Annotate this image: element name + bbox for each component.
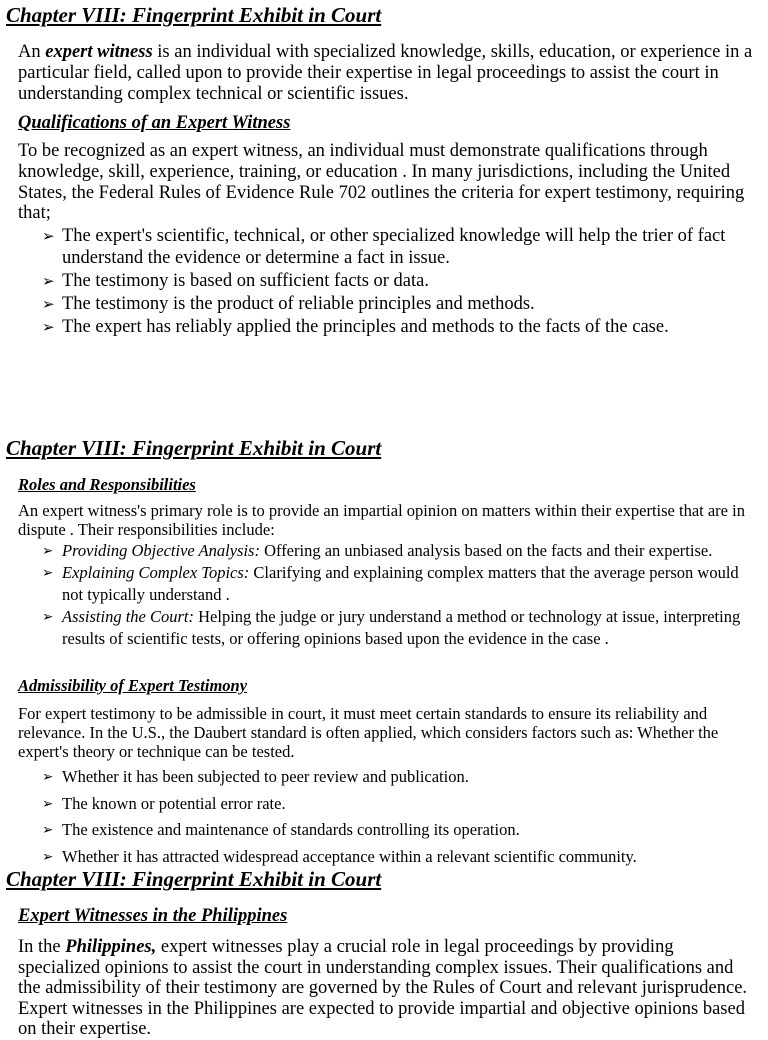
daubert-factors-list — [0, 766, 768, 872]
list-item — [0, 606, 768, 650]
list-item-text: The expert has reliably applied the principles and methods to the facts of the case. — [62, 316, 669, 337]
responsibility-text: Helping the judge or jury understand a method or technology at issue, interpreting results of scientific tests, or offering opinions based upon the evidence in the case . — [62, 607, 741, 648]
arrowhead-bullet-icon: ➢ — [42, 271, 55, 290]
list-item — [0, 540, 768, 562]
definition-body: is an individual with specialized knowledge, skills, education, or experience in a particular field, called upon to provide their expertise in legal proceedings to assist the court in understanding complex technical or scientific issues. — [18, 42, 753, 104]
list-item-text: The testimony is based on sufficient facts or data. — [62, 270, 429, 291]
list-item — [0, 294, 768, 316]
list-item-text: The expert's scientific, technical, or other specialized knowledge will help the trier of fact understand the evidence or determine a fact in issue. — [62, 226, 726, 268]
responsibility-text: Clarifying and explaining complex matters that the average person would not typically understand . — [62, 563, 739, 604]
chapter-title: Chapter VIII: Fingerprint Exhibit in Court — [6, 3, 382, 27]
list-item-text: Whether it has attracted widespread acceptance within a relevant scientific community. — [62, 846, 637, 866]
responsibilities-list — [0, 540, 768, 650]
responsibility-lead: Providing Objective Analysis: — [62, 541, 260, 560]
rule-702-criteria-list — [0, 226, 768, 340]
subheading-admissibility: Admissibility of Expert Testimony — [18, 676, 248, 695]
list-item-text: The existence and maintenance of standards controlling its operation. — [62, 820, 520, 839]
list-item — [0, 562, 768, 606]
subheading-roles: Roles and Responsibilities — [18, 475, 196, 494]
arrowhead-bullet-icon: ➢ — [42, 769, 54, 785]
list-item — [0, 793, 768, 815]
list-item — [0, 271, 768, 293]
chapter-title: Chapter VIII: Fingerprint Exhibit in Court — [6, 436, 382, 460]
subheading-qualifications: Qualifications of an Expert Witness — [18, 113, 291, 133]
philippines-paragraph — [18, 937, 758, 1040]
slide-expert-witness-definition — [0, 0, 768, 420]
philippines-term: Philippines, — [65, 937, 157, 957]
arrowhead-bullet-icon: ➢ — [42, 317, 55, 336]
arrowhead-bullet-icon: ➢ — [42, 795, 54, 812]
list-item-text: The testimony is the product of reliable principles and methods. — [62, 293, 535, 314]
qualifications-paragraph: To be recognized as an expert witness, an individual must demonstrate qualifications through knowledge, skill, experience, training, or education . In many jurisdictions, including the United States, the Federal Rules of Evidence Rule 702 outlines the criteria for expert testimony, requiring that; — [18, 141, 745, 224]
definition-term: expert witness — [45, 42, 153, 62]
arrowhead-bullet-icon: ➢ — [42, 822, 54, 838]
list-item — [0, 317, 768, 339]
philippines-prefix: In the — [18, 937, 66, 957]
definition-prefix: An — [18, 42, 46, 62]
list-item — [0, 766, 768, 788]
responsibility-text: Offering an unbiased analysis based on the facts and their expertise. — [259, 541, 713, 560]
arrowhead-bullet-icon: ➢ — [42, 227, 55, 245]
arrowhead-bullet-icon: ➢ — [42, 848, 54, 865]
subheading-philippines: Expert Witnesses in the Philippines — [18, 906, 288, 926]
responsibility-lead: Explaining Complex Topics: — [62, 563, 250, 582]
philippines-body: expert witnesses play a crucial role in legal proceedings by providing specialized opinions to assist the court in understanding complex issues. Their qualifications and the admissibility of their testimony are governed by the Rules of Court and relevant jurisprudence. Expert witnesses in the Philippines are expected to provide impartial and objective opinions based on their expertise. — [18, 937, 748, 1040]
expert-witness-definition — [18, 42, 758, 104]
slide-philippines — [0, 866, 768, 1040]
arrowhead-bullet-icon: ➢ — [42, 565, 54, 581]
arrowhead-bullet-icon: ➢ — [42, 543, 54, 559]
list-item — [0, 846, 768, 868]
roles-paragraph: An expert witness's primary role is to provide an impartial opinion on matters within their expertise that are in dispute . Their responsibilities include: — [18, 501, 745, 539]
arrowhead-bullet-icon: ➢ — [42, 294, 55, 313]
arrowhead-bullet-icon: ➢ — [42, 609, 54, 625]
list-item — [0, 819, 768, 841]
list-item-text: Whether it has been subjected to peer review and publication. — [62, 767, 469, 786]
chapter-title: Chapter VIII: Fingerprint Exhibit in Court — [6, 867, 382, 891]
list-item — [0, 226, 768, 269]
responsibility-lead: Assisting the Court: — [62, 607, 195, 626]
admissibility-paragraph: For expert testimony to be admissible in court, it must meet certain standards to ensure its reliability and relevance. In the U.S., the Daubert standard is often applied, which considers factors such as: Whether the expert's theory or technique can be tested. — [18, 704, 719, 761]
slide-roles-and-admissibility — [0, 433, 768, 864]
list-item-text: The known or potential error rate. — [62, 793, 286, 813]
